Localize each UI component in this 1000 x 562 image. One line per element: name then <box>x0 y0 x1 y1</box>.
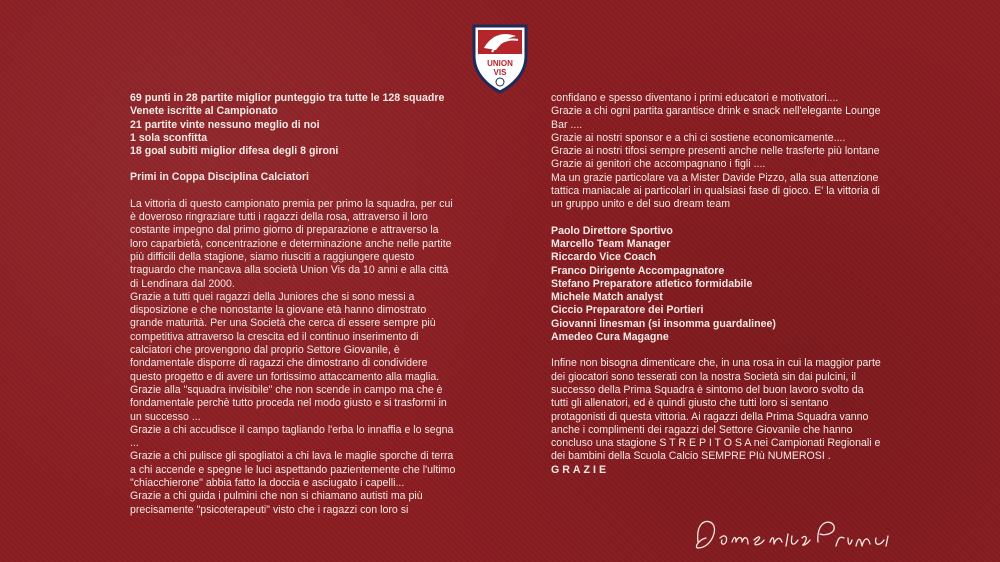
staff-item: Stefano Preparatore atletico formidabile <box>551 277 753 290</box>
staff-item: Franco Dirigente Accompagnatore <box>551 264 725 277</box>
staff-item: Riccardo Vice Coach <box>551 251 657 264</box>
staff-item: Amedeo Cura Magagne <box>551 331 669 344</box>
paragraph: confidano e spesso diventano i primi educatori e motivatori.... <box>551 92 839 104</box>
stat-line: 21 partite vinte nessuno meglio di noi <box>130 118 320 131</box>
logo-text-vis: VIS <box>493 68 507 77</box>
stat-line: 18 goal subiti miglior difesa degli 8 gironi <box>130 145 339 158</box>
staff-item: Marcello Team Manager <box>551 237 671 250</box>
paragraph: Grazie ai genitori che accompagnano i figli .... <box>551 158 766 171</box>
staff-item: Giovanni linesman (si insomma guardalinee) <box>551 317 776 330</box>
paragraph: Grazie a chi ogni partita garantisce drink e snack nell'elegante Lounge Bar .... <box>551 105 881 131</box>
stat-line: 1 sola sconfitta <box>130 131 208 144</box>
paragraph: Grazie ai nostri tifosi sempre presenti anche nelle trasferte più lontane <box>551 145 880 158</box>
paragraph: Grazie a tutti quei ragazzi della Juniores che si sono messi a disposizione e che nonostante la giovane età hanno dimostrato grande maturità. Per una Società che cerca di essere sempre più competitiva attraverso la crescita ed il continuo inserimento di calciatori che provengono dal proprio Settore Giovanile, è fondamentale disporre di ragazzi che dimostrano di condividere questo progetto e di avere un fortissimo attaccamento alla maglia. <box>130 290 440 383</box>
paragraph: La vittoria di questo campionato premia per primo la squadra, per cui è doveroso ringraziare tutti i ragazzi della rosa, attraverso il loro costante impegno dal primo giorno di preparazione e attraverso la loro caparbietà, concentrazione e determinazione anche nelle partite più difficili della stagione, siamo riusciti a raggiungere questo traguardo che mancava alla società Union Vis da 10 anni e alla città di Lendinara dal 2000. <box>130 197 453 290</box>
right-column <box>551 92 881 477</box>
paragraph: Grazie a chi guida i pulmini che non si chiamano autisti ma più precisamente "psicoterapeuti" visto che i ragazzi con loro si <box>130 490 423 516</box>
stat-line: 69 punti in 28 partite miglior punteggio tra tutte le 128 squadre Venete iscritte al Campionato <box>130 92 445 118</box>
paragraph: Grazie a chi pulisce gli spogliatoi a chi lava le maglie sporche di terra a chi accende e spegne le luci aspettando pazientemente che l'ultimo "chiacchierone" abbia fatto la doccia e asciugato i capelli... <box>130 450 456 490</box>
closing-paragraph: Infine non bisogna dimenticare che, in una rosa in cui la maggior parte dei giocatori sono tesserati con la nostra Società sin dai pulcini, il successo della Prima Squadra è sintomo del buon lavoro svolto da tutti gli allenatori, ed è quindi giusto che tutti loro si sentano protagonisti di questa vittoria. Ai ragazzi della Prima Squadra vanno anche i complimenti dei ragazzi del Settore Giovanile che hanno concluso una stagione S T R E P I T O S A nei Campionati Regionali e dei bambini della Scuola Calcio SEMPRE PIù NUMEROSI . <box>551 357 881 463</box>
paragraph: Grazie alla "squadra invisibile" che non scende in campo ma che è fondamentale perchè tutto proceda nel modo giusto e si trasformi in un successo ... <box>130 383 447 423</box>
staff-item: Paolo Direttore Sportivo <box>551 224 673 237</box>
signature <box>690 512 890 556</box>
paragraph: Grazie a chi accudisce il campo tagliando l'erba lo innaffia e lo segna ... <box>130 423 454 450</box>
left-column <box>130 92 456 517</box>
union-vis-logo <box>470 22 530 94</box>
logo-text-union: UNION <box>487 59 513 68</box>
paragraph: Grazie ai nostri sponsor e a chi ci sostiene economicamente.... <box>551 131 846 144</box>
grazie-heading: GRAZIE <box>551 463 610 476</box>
staff-item: Michele Match analyst <box>551 291 663 304</box>
paragraph: Ma un grazie particolare va a Mister Davide Pizzo, alla sua attenzione tattica maniacale ai particolari in qualsiasi fase di gioco. E' la vittoria di un gruppo unito e del suo dream team <box>551 171 880 211</box>
staff-item: Ciccio Preparatore dei Portieri <box>551 304 704 317</box>
coppa-disciplina: Primi in Coppa Disciplina Calciatori <box>130 171 309 184</box>
